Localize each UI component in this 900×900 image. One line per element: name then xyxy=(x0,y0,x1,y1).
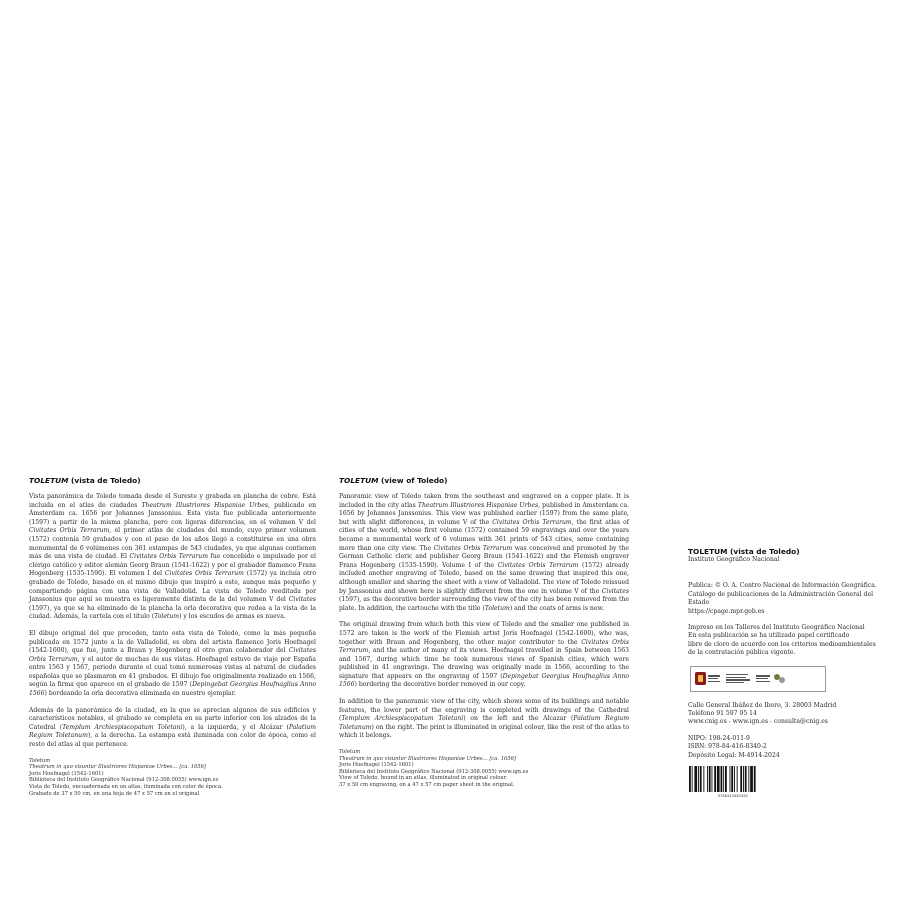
barcode-number: 9788441683402 xyxy=(717,794,749,799)
government-of-spain-logo xyxy=(695,672,720,685)
publisher-line: Catálogo de publicaciones de la Administración General del Estado xyxy=(688,590,874,607)
legal-deposit-line: Depósito Legal: M-4914-2024 xyxy=(688,751,780,759)
printing-line: En esta publicación se ha utilizado papel certificado xyxy=(688,632,850,640)
publisher-url: https://cpage.mpr.gob.es xyxy=(688,607,765,615)
colophon-column xyxy=(688,547,878,799)
caption-line: Vista de Toledo, encuadernada en un atlas, iluminada con color de época. xyxy=(29,784,223,790)
address-line: Calle General Ibáñez de Ibero, 3. 28003 Madrid xyxy=(688,701,837,709)
barcode-icon xyxy=(688,766,778,792)
spanish-paragraph-2: El dibujo original del que proceden, tanto esta vista de Toledo, como la más pequeña publicada en 1572 junto a la de Valladolid, es obra del artista flamenco Joris Hoefnagel (1542-1600), que fue, junto a Braun y Hogenberg el otro gran colaborador del Civitates Orbis Terrarum, y el autor de muchas de sus vistas. Hoefnagel estuvo de viaje por España entre 1563 y 1567, periodo durante el cual tomó numerosas vistas al natural de ciudades españolas que se plasmaron en 41 grabados. El dibujo fue originalmente realizado en 1566, según la firma que aparece en el grabado de 1597 (Depingebat Georgius Houfnaglius Anno 1566) bordeando la orla decorativa eliminada en nuestro ejemplar. xyxy=(29,629,316,698)
spanish-title: TOLETUM xyxy=(29,476,69,485)
cnig-mark-icon xyxy=(772,672,788,686)
caption-line: Theatrum in quo visuntur Illustriores Hispaniae Urbes… [ca. 1656] xyxy=(339,755,516,762)
publisher-line: Publica: © O. A. Centro Nacional de Información Geográfica. xyxy=(688,582,877,590)
english-caption xyxy=(339,749,629,789)
ign-cnig-logo xyxy=(756,672,788,686)
spanish-column xyxy=(29,476,316,797)
coat-of-arms-icon xyxy=(695,672,706,685)
identifiers-block xyxy=(688,735,878,760)
caption-line: Joris Hoefnagel (1542-1601) xyxy=(339,762,414,769)
address-block xyxy=(688,702,878,727)
institutional-logos xyxy=(690,666,826,692)
caption-line: Toletum xyxy=(339,749,361,756)
ministry-logo xyxy=(726,674,750,683)
caption-line: Joris Hoefnagel (1542-1601) xyxy=(29,770,104,777)
english-subtitle: (view of Toledo) xyxy=(378,476,448,485)
caption-line: Theatrum in quo visuntur Illustriores Hispaniae Urbes… [ca. 1656] xyxy=(29,764,206,771)
english-paragraph-1: Panoramic view of Toledo taken from the southeast and engraved on a copper plate. It is included in the city atlas Theatrum Illustriores Hispaniae Urbes, published in Amsterdam ca. 1656 by Johannes Janssonius. This view was published earlier (1597) from the same plate, but with slight differences, in volume V of the Civitates Orbis Terrarum, the first atlas of cities of the world, whose first volume (1572) contained 59 engravings and over the years became a monumental work of 6 volumes with 361 prints of 543 cities, some containing more than one city view. The Civitates Orbis Terrarum was conceived and promoted by the German Catholic cleric and publisher Georg Braun (1541-1622) and the Flemish engraver Frans Hogenberg (1535-1590). Volume I of the Civitates Orbis Terrarum (1572) already included another engraving of Toledo, based on the same drawing that inspired this one, although smaller and sharing the sheet with a view of Valladolid. The view of Toledo reissued by Janssonius and shown here is slightly different from the one in volume V of the Civitates (1597), as the decorative border surrounding the view of the city has been removed from the plate. In addition, the cartouche with the title (Toletum) and the coats of arms is new. xyxy=(339,493,630,612)
english-paragraph-2: The original drawing from which both this view of Toledo and the smaller one published in 1572 are taken is the work of the Flemish artist Joris Hoefnagel (1542-1600), who was, together with Braun and Hogenberg, the other major contributor to the Civitates Orbis Terrarum, and the author of many of its views. Hoefnagel travelled in Spain between 1563 and 1567, during which time he took numerous views of Spanish cities, which were published in 41 engravings. The drawing was originally made in 1566, according to the signature that appears on the engraving of 1597 (Depingebat Georgius Houfnaglius Anno 1566) bordering the decorative border removed in our copy. xyxy=(339,621,630,689)
spanish-caption xyxy=(29,758,316,798)
phone-line: Teléfono 91 597 95 14 xyxy=(688,710,757,718)
colophon-title: TOLETUM (vista de Toledo) xyxy=(688,547,800,556)
english-title: TOLETUM xyxy=(339,476,379,485)
isbn-barcode xyxy=(688,766,778,799)
caption-line: View of Toledo, bound in an atlas, illuminated in original colour. xyxy=(339,775,508,782)
nipo-line: NIPO: 198-24-011-9 xyxy=(688,734,750,742)
printing-block xyxy=(688,624,878,658)
spanish-subtitle: (vista de Toledo) xyxy=(68,476,141,485)
caption-line: Grabado de 37 x 50 cm, en una hoja de 47 x 57 cm en el original. xyxy=(29,790,201,797)
caption-line: Biblioteca del Instituto Geográfico Nacional (912-308.0055) www.ign.es xyxy=(339,768,529,775)
caption-line: Biblioteca del Instituto Geográfico Nacional (912-308.0055) www.ign.es xyxy=(29,777,219,784)
printing-line: Impreso en los Talleres del Instituto Geográfico Nacional xyxy=(688,624,865,632)
english-paragraph-3: In addition to the panoramic view of the city, which shows some of its buildings and notable features, the lower part of the engraving is completed with drawings of the Cathedral (Templum Archiespiscopatum Toletani) on the left and the Alcazar (Palatium Regium Toletanum) on the right. The print is illuminated in original colour, like the rest of the atlas to which it belongs. xyxy=(339,698,629,740)
colophon-institute: Instituto Geográfico Nacional xyxy=(688,556,780,563)
caption-line: 37 x 50 cm engraving, on a 47 x 57 cm paper sheet in the original. xyxy=(339,782,515,788)
spanish-paragraph-3: Además de la panorámica de la ciudad, en la que se aprecian algunos de sus edificios y característicos notables, el grabado se completa en su parte inferior con los alzados de la Catedral (Templum Archiespiscopatum Toletani), a la izquierda, y el Alcázar (Palatium Regium Toletanum), a la derecha. La estampa está iluminada con color de época, como el resto del atlas al que pertenece. xyxy=(29,706,316,749)
caption-line: Toletum xyxy=(29,757,51,764)
publisher-block xyxy=(688,582,878,616)
printing-line: de la contratación pública vigente. xyxy=(688,649,796,657)
english-column xyxy=(339,476,629,789)
web-line: www.cnig.es - www.ign.es - consulta@cnig.es xyxy=(688,718,828,726)
english-heading xyxy=(339,476,629,486)
isbn-line: ISBN: 978-84-416-8340-2 xyxy=(688,743,767,751)
spanish-heading xyxy=(29,476,316,486)
printing-line: libre de cloro de acuerdo con los criterios medioambientales xyxy=(688,640,876,648)
spanish-paragraph-1: Vista panorámica de Toledo tomada desde el Sureste y grabada en plancha de cobre. Está incluida en el atlas de ciudades Theatrum Illustriores Hispaniae Urbes, publicado en Ámsterdam ca. 1656 por Johannes Janssonius. Esta vista fue publicada anteriormente (1597) a partir de la misma plancha, pero con ligeras diferencias, en el volumen V del Civitates Orbis Terrarum, el primer atlas de ciudades del mundo, cuyo primer volumen (1572) contenía 59 grabados y con el paso de los años llegó a constituirse en una obra monumental de 6 volúmenes con 361 estampas de 543 ciudades, ya que algunas contienen más de una vista de ciudad. El Civitates Orbis Terrarum fue concebido e impulsado por el clérigo católico y editor alemán Georg Braun (1541-1622) y por el grabador flamenco Frans Hogenberg (1535-1590). El volumen I del Civitates Orbis Terrarum (1572) ya incluía otro grabado de Toledo, basado en el mismo dibujo que inspiró a este, aunque más pequeño y compartiendo página con una vista de Valladolid. La vista de Toledo reeditada por Janssonius que aquí se muestra es ligeramente distinta de la del volumen V del Civitates (1597), ya que se ha eliminado de la plancha la orla decorativa que rodea a la vista de la ciudad. Además, la cartela con el título (Toletum) y los escudos de armas es nueva. xyxy=(29,493,317,621)
